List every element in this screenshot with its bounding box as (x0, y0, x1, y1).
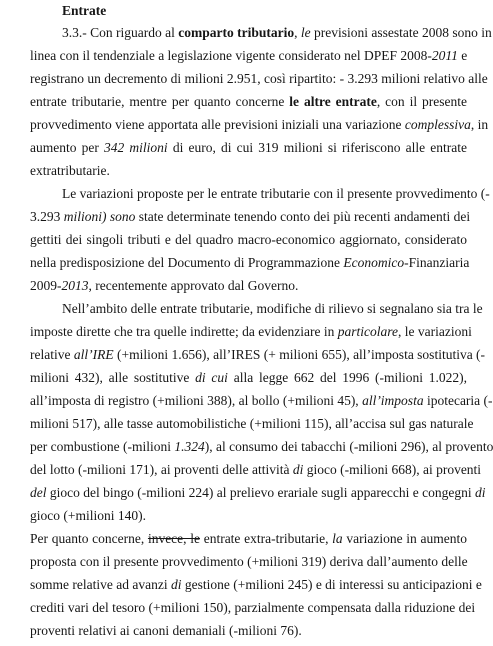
p3-line-3: relative all’IRE (+milioni 1.656), all’IRES (+ milioni 655), all’imposta sostitutiva (- (30, 347, 486, 362)
p2-line-3: gettiti dei singoli tributi e del quadro macro-economico aggiornato, considerato (30, 232, 467, 247)
p1-line-3: registrano un decremento di milioni 2.951, così ripartito: - 3.293 milioni relativo alle (30, 71, 488, 86)
p1-line-5: provvedimento viene apportata alle previsioni iniziali una variazione complessiva, in (30, 117, 489, 132)
p4-line-2: proposta con il presente provvedimento (+milioni 319) deriva dall’aumento delle (30, 554, 468, 569)
p4-line-5: proventi relativi ai canoni demaniali (-milioni 76). (30, 623, 302, 638)
p3-line-9: del gioco del bingo (-milioni 224) al prelievo erariale sugli apparecchi e congegni di (30, 485, 486, 500)
p2-line-5: 2009-2013, recentemente approvato dal Governo. (30, 278, 299, 293)
p3-line-7: per combustione (-milioni 1.324), al consumo dei tabacchi (-milioni 296), al provento (30, 439, 493, 454)
p2-line-2: 3.293 milioni) sono state determinate tenendo conto dei più recenti andamenti dei (30, 209, 471, 224)
p1-line-6: aumento per 342 milioni di euro, di cui 319 milioni si riferiscono alle entrate (30, 140, 467, 155)
p3-line-6: milioni 517), alle tasse automobilistiche (+milioni 115), all’accisa sul gas naturale (30, 416, 474, 431)
p4-line-1: Per quanto concerne, invece, le entrate extra-tributarie, la variazione in aumento (30, 531, 467, 546)
p1-line-1: 3.3.- Con riguardo al comparto tributario, le previsioni assestate 2008 sono in (62, 25, 492, 40)
p3-line-4: milioni 432), alle sostitutive di cui alla legge 662 del 1996 (-milioni 1.022), (30, 370, 467, 385)
p1-line-7: extratributarie. (30, 163, 110, 178)
p3-line-5: all’imposta di registro (+milioni 388), al bollo (+milioni 45), all’imposta ipotecaria (- (30, 393, 493, 408)
p2-line-4: nella predisposizione del Documento di Programmazione Economico-Finanziaria (30, 255, 470, 270)
p3-line-10: gioco (+milioni 140). (30, 508, 146, 523)
p4-line-3: somme relative ad avanzi di gestione (+milioni 245) e di interessi su anticipazioni e (30, 577, 482, 592)
p1-line-4: entrate tributarie, mentre per quanto concerne le altre entrate, con il presente (30, 94, 467, 109)
p3-line-8: del lotto (-milioni 171), ai proventi delle attività di gioco (-milioni 668), ai proventi (30, 462, 482, 477)
p2-line-1: Le variazioni proposte per le entrate tributarie con il presente provvedimento (- (62, 186, 490, 201)
p4-line-4: crediti vari del tesoro (+milioni 150), parzialmente compensata dalla riduzione dei (30, 600, 476, 615)
p1-line-2: linea con il tendenziale a legislazione vigente considerato nel DPEF 2008-2011 e (30, 48, 468, 63)
p3-line-1: Nell’ambito delle entrate tributarie, modifiche di rilievo si segnalano sia tra le (62, 301, 483, 316)
section-heading: Entrate (62, 3, 107, 18)
p3-line-2: imposte dirette che tra quelle indirette; da evidenziare in particolare, le variazioni (30, 324, 472, 339)
